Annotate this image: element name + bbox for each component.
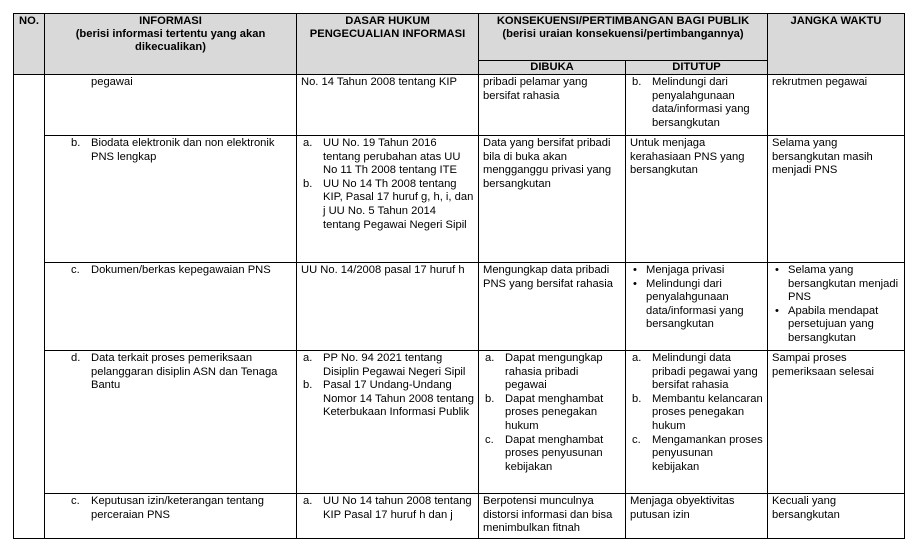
table-row (14, 136, 905, 263)
list-marker: a. (485, 352, 495, 364)
dibuka-text: Data yang bersifat pribadi bila di buka akan mengganggu privasi yang bersangkutan (483, 137, 612, 190)
header-informasi-sub: (berisi informasi tertentu yang akan dikecualikan) (75, 28, 266, 53)
ditutup-text: Untuk menjaga kerahasiaan PNS yang bersangkutan (630, 137, 745, 177)
jangka-cell (768, 75, 905, 136)
list-marker: c. (632, 433, 641, 446)
info-item (49, 352, 292, 393)
list-item (630, 278, 763, 332)
list-item-text: Selama yang bersangkutan menjadi PNS (788, 264, 899, 304)
dasar-text: UU No. 14/2008 pasal 17 huruf h (301, 264, 465, 276)
list-item (630, 393, 763, 434)
info-marker: c. (71, 495, 80, 507)
list-item (630, 76, 763, 130)
dasar-cell (297, 494, 479, 539)
ditutup-text: Menjaga obyektivitas putusan izin (630, 495, 735, 521)
list-item-text: Menjaga privasi (646, 264, 725, 276)
table-row (14, 75, 905, 136)
jangka-cell (768, 494, 905, 539)
list-marker: a. (303, 495, 313, 507)
list-item (630, 434, 763, 475)
list-item-text: Dapat menghambat proses penyusunan kebijakan (505, 433, 604, 473)
list-item-text: Melindungi data pribadi pegawai yang bersifat rahasia (652, 352, 758, 392)
dibuka-cell (479, 136, 626, 263)
header-informasi (45, 14, 297, 75)
list-item (301, 495, 474, 522)
info-text: Dokumen/berkas kepegawaian PNS (91, 264, 271, 276)
list-item-text: Membantu kelancaran proses penegakan hukum (652, 392, 763, 432)
list-marker: a. (303, 352, 313, 364)
list-item (301, 178, 474, 232)
list-item-text: Mengamankan proses penyusunan kebijakan (652, 433, 763, 473)
dasar-cell (297, 136, 479, 263)
ditutup-cell (626, 351, 768, 494)
list-item (301, 137, 474, 178)
header-ditutup: DITUTUP (626, 61, 768, 75)
jangka-text: Selama yang bersangkutan masih menjadi PNS (772, 137, 873, 177)
list-marker: b. (303, 379, 313, 392)
header-no: NO. (14, 14, 45, 75)
ditutup-cell (626, 75, 768, 136)
dibuka-text: Mengungkap data pribadi PNS yang bersifat rahasia (483, 264, 613, 290)
info-text: Data terkait proses pemeriksaan pelanggaran disiplin ASN dan Tenaga Bantu (91, 352, 278, 392)
dibuka-text: pribadi pelamar yang bersifat rahasia (483, 76, 588, 102)
info-cell (45, 136, 297, 263)
bullet-icon: • (775, 304, 779, 317)
list-item (772, 264, 900, 305)
bullet-icon: • (633, 264, 637, 276)
info-cell (45, 75, 297, 136)
list-marker: b. (632, 76, 642, 88)
dibuka-cell (479, 75, 626, 136)
list-item-text: Melindungi dari penyalahgunaan data/informasi yang bersangkutan (646, 277, 744, 331)
info-cell (45, 263, 297, 351)
list-item (483, 393, 621, 434)
ditutup-cell (626, 263, 768, 351)
list-item-text: Dapat mengungkap rahasia pribadi pegawai (505, 352, 603, 392)
info-marker: d. (71, 352, 81, 364)
dasar-cell (297, 351, 479, 494)
list-marker: a. (632, 352, 642, 364)
header-konsekuensi-title: KONSEKUENSI/PERTIMBANGAN BAGI PUBLIK (496, 15, 750, 27)
info-marker: b. (71, 137, 81, 149)
table-row (14, 494, 905, 539)
bullet-icon: • (775, 264, 779, 276)
dibuka-cell (479, 494, 626, 539)
list-item-text: Dapat menghambat proses penegakan hukum (505, 392, 604, 432)
info-cell (45, 494, 297, 539)
list-marker: b. (485, 392, 495, 405)
list-item-text: Melindungi dari penyalahgunaan data/informasi yang bersangkutan (652, 76, 750, 129)
info-text: Keputusan izin/keterangan tentang perceraian PNS (91, 495, 264, 521)
list-item-text: UU No 14 tahun 2008 tentang KIP Pasal 17 huruf h dan j (323, 495, 472, 521)
ditutup-cell (626, 136, 768, 263)
jangka-text: Kecuali yang bersangkutan (772, 495, 840, 521)
info-cell (45, 351, 297, 494)
ditutup-cell (626, 494, 768, 539)
jangka-text: Sampai proses pemeriksaan selesai (772, 352, 874, 378)
bullet-icon: • (633, 277, 637, 290)
no-cell (14, 75, 45, 539)
header-dasar-hukum: DASAR HUKUM PENGECUALIAN INFORMASI (297, 14, 479, 75)
header-informasi-title: INFORMASI (139, 15, 202, 27)
info-text: pegawai (91, 76, 133, 88)
jangka-cell (768, 136, 905, 263)
jangka-cell (768, 351, 905, 494)
dasar-cell (297, 263, 479, 351)
dibuka-text: Berpotensi munculnya distorsi informasi dan bisa menimbulkan fitnah (483, 495, 613, 535)
dibuka-cell (479, 263, 626, 351)
info-marker: c. (71, 264, 80, 276)
table-row (14, 263, 905, 351)
dasar-cell (297, 75, 479, 136)
list-item (772, 305, 900, 346)
info-item (49, 495, 292, 522)
list-marker: b. (632, 392, 642, 405)
list-item (301, 352, 474, 379)
list-marker: c. (485, 433, 494, 446)
list-item (630, 264, 763, 278)
info-text: Biodata elektronik dan non elektronik PNS lengkap (91, 137, 275, 163)
dibuka-cell (479, 351, 626, 494)
jangka-text: rekrutmen pegawai (772, 76, 868, 88)
info-item (49, 264, 292, 278)
list-item (301, 379, 474, 420)
table-row (14, 351, 905, 494)
jangka-cell (768, 263, 905, 351)
header-konsekuensi (479, 14, 768, 61)
list-item-text: Pasal 17 Undang-Undang Nomor 14 Tahun 2008 tentang Keterbukaan Informasi Publik (323, 379, 474, 419)
list-item-text: UU No 14 Th 2008 tentang KIP, Pasal 17 huruf g, h, i, dan j UU No. 5 Tahun 2014 tentang Pegawai Negeri Sipil (323, 177, 474, 231)
list-item-text: UU No. 19 Tahun 2016 tentang perubahan atas UU No 11 Th 2008 tentang ITE (323, 137, 461, 177)
list-item-text: PP No. 94 2021 tentang Disiplin Pegawai Negeri Sipil (323, 352, 466, 378)
exception-table (13, 13, 905, 539)
info-item (49, 137, 292, 164)
list-marker: a. (303, 137, 313, 149)
dasar-text: No. 14 Tahun 2008 tentang KIP (301, 76, 457, 88)
list-item (483, 434, 621, 475)
header-jangka-waktu: JANGKA WAKTU (768, 14, 905, 75)
list-item (483, 352, 621, 393)
header-konsekuensi-sub: (berisi uraian konsekuensi/pertimbangannya) (502, 28, 744, 40)
header-dibuka: DIBUKA (479, 61, 626, 75)
list-marker: b. (303, 177, 313, 190)
list-item (630, 352, 763, 393)
list-item-text: Apabila mendapat persetujuan yang bersangkutan (788, 304, 879, 344)
